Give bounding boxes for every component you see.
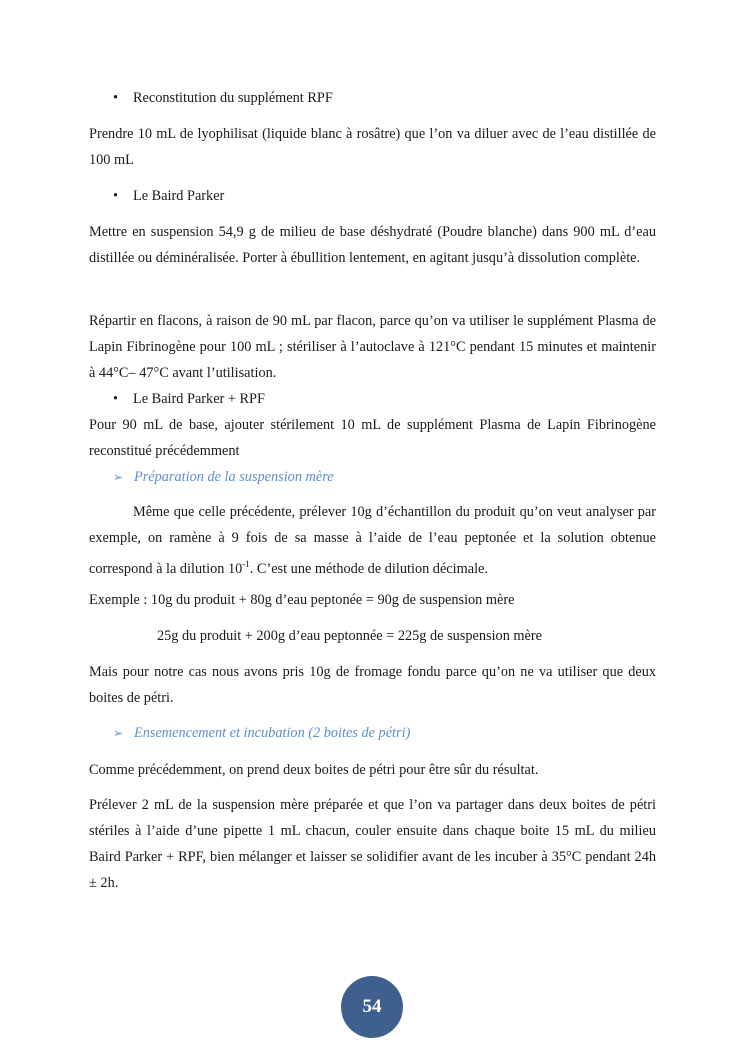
- page-number-badge: 54: [341, 976, 403, 1038]
- paragraph-text: Même que celle précédente, prélever 10g d’échantillon du produit qu’on veut analyser par exemple, on ramène à 9 fois de sa masse à l’aide de l’eau peptonée et la solution obtenue correspond à la dilution 10: [89, 504, 656, 577]
- arrow-bullet-icon: ➢: [113, 470, 124, 484]
- paragraph: Mettre en suspension 54,9 g de milieu de base déshydraté (Poudre blanche) dans 900 mL d’eau distillée ou déminéralisée. Porter à ébullition lentement, en agitant jusqu’à dissolution complète.: [89, 224, 656, 266]
- bullet-item: [113, 386, 265, 412]
- example-line: 25g du produit + 200g d’eau peptonnée = 225g de suspension mère: [157, 628, 542, 644]
- heading-text: Préparation de la suspension mère: [134, 469, 334, 485]
- example-line: Exemple : 10g du produit + 80g d’eau peptonée = 90g de suspension mère: [89, 592, 515, 608]
- paragraph: [89, 499, 656, 582]
- bullet-icon: •: [113, 391, 119, 407]
- paragraph: Comme précédemment, on prend deux boites de pétri pour être sûr du résultat.: [89, 762, 539, 778]
- bullet-icon: •: [113, 188, 119, 204]
- section-heading: [113, 464, 334, 490]
- paragraph-text: . C’est une méthode de dilution décimale.: [249, 560, 488, 577]
- bullet-text: Le Baird Parker: [133, 188, 225, 204]
- bullet-item: [113, 183, 224, 209]
- heading-text: Ensemencement et incubation (2 boites de pétri): [134, 725, 411, 741]
- bullet-item: [113, 85, 333, 111]
- bullet-text: Reconstitution du supplément RPF: [133, 90, 333, 106]
- paragraph: Prélever 2 mL de la suspension mère préparée et que l’on va partager dans deux boites de pétri stériles à l’aide d’une pipette 1 mL chacun, couler ensuite dans chaque boite 15 mL du milieu Baird Parker + RPF, bien mélanger et laisser se solidifier avant de les incuber à 35°C pendant 24h ± 2h.: [89, 797, 656, 891]
- paragraph: Prendre 10 mL de lyophilisat (liquide blanc à rosâtre) que l’on va diluer avec de l’eau distillée de 100 mL: [89, 126, 656, 168]
- bullet-icon: •: [113, 90, 119, 106]
- exponent: -1: [242, 559, 250, 569]
- paragraph: Pour 90 mL de base, ajouter stérilement 10 mL de supplément Plasma de Lapin Fibrinogène reconstitué précédemment: [89, 417, 656, 459]
- bullet-text: Le Baird Parker + RPF: [133, 391, 265, 407]
- paragraph: Répartir en flacons, à raison de 90 mL par flacon, parce qu’on va utiliser le supplément Plasma de Lapin Fibrinogène pour 100 mL ; stériliser à l’autoclave à 121°C pendant 15 minutes et maintenir à 44°C– 47°C avant l’utilisation.: [89, 313, 656, 381]
- section-heading: [113, 720, 410, 746]
- arrow-bullet-icon: ➢: [113, 726, 124, 740]
- paragraph: Mais pour notre cas nous avons pris 10g de fromage fondu parce qu’on ne va utiliser que deux boites de pétri.: [89, 664, 656, 706]
